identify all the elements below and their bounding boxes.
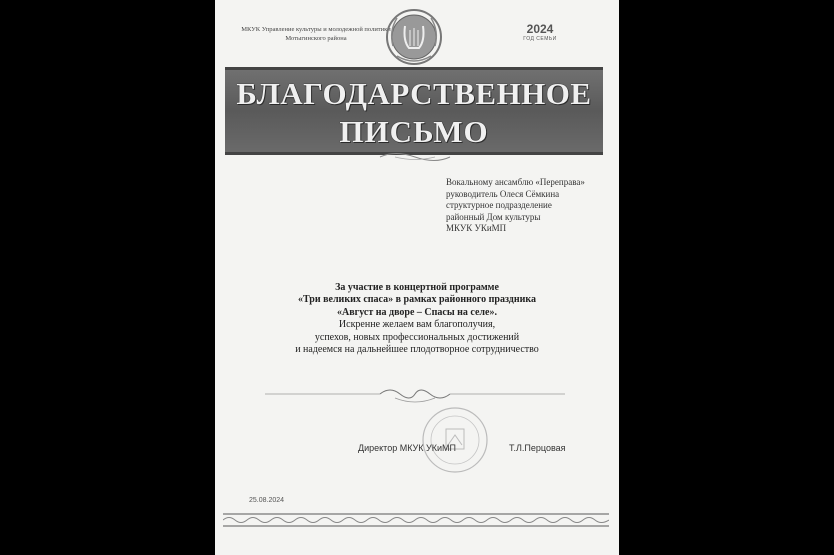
year-of-family-logo: [515, 22, 565, 48]
recipient-line: Вокальному ансамблю «Переправа»: [446, 177, 585, 187]
title-banner: [225, 67, 603, 155]
body-line: и надеемся на дальнейшее плодотворное сотрудничество: [295, 344, 539, 356]
signer-position: Директор МКУК УКиМП: [358, 443, 456, 453]
divider-ornament-icon: [265, 384, 565, 408]
year-label: 2024: [526, 22, 554, 36]
bottom-ornament-icon: [223, 512, 609, 528]
title-line-2: ПИСЬМО: [339, 114, 489, 149]
org-name: МКУК Управление культуры и молодежной политики: [241, 26, 391, 33]
recipient-line: структурное подразделение: [446, 200, 552, 210]
title-line-1: БЛАГОДАРСТВЕННОЕ: [236, 76, 592, 111]
letter-date: 25.08.2024: [249, 497, 285, 504]
flourish-ornament-icon: [375, 150, 455, 164]
org-district: Мотыгинского района: [285, 35, 347, 42]
body-line: За участие в концертной программе: [335, 282, 499, 293]
recipient-line: руководитель Олеся Сёмкина: [446, 188, 560, 199]
official-stamp-icon: [420, 405, 490, 475]
letter-body: [245, 282, 589, 356]
body-line: «Три великих спаса» в рамках районного праздника: [298, 294, 536, 306]
year-caption: ГОД СЕМЬИ: [523, 36, 557, 42]
recipient-block: [446, 177, 606, 235]
signer-name: Т.Л.Перцовая: [509, 443, 566, 453]
body-line: успехов, новых профессиональных достижений: [314, 331, 520, 343]
body-line: Искренне желаем вам благополучия,: [338, 319, 496, 331]
recipient-line: районный Дом культуры: [446, 211, 541, 222]
recipient-line: МКУК УКиМП: [446, 223, 507, 233]
organization-header: [231, 25, 401, 43]
body-line: «Август на дворе – Спасы на селе».: [337, 306, 497, 318]
letter-sheet: [215, 0, 619, 555]
lyre-emblem-icon: [383, 6, 445, 68]
